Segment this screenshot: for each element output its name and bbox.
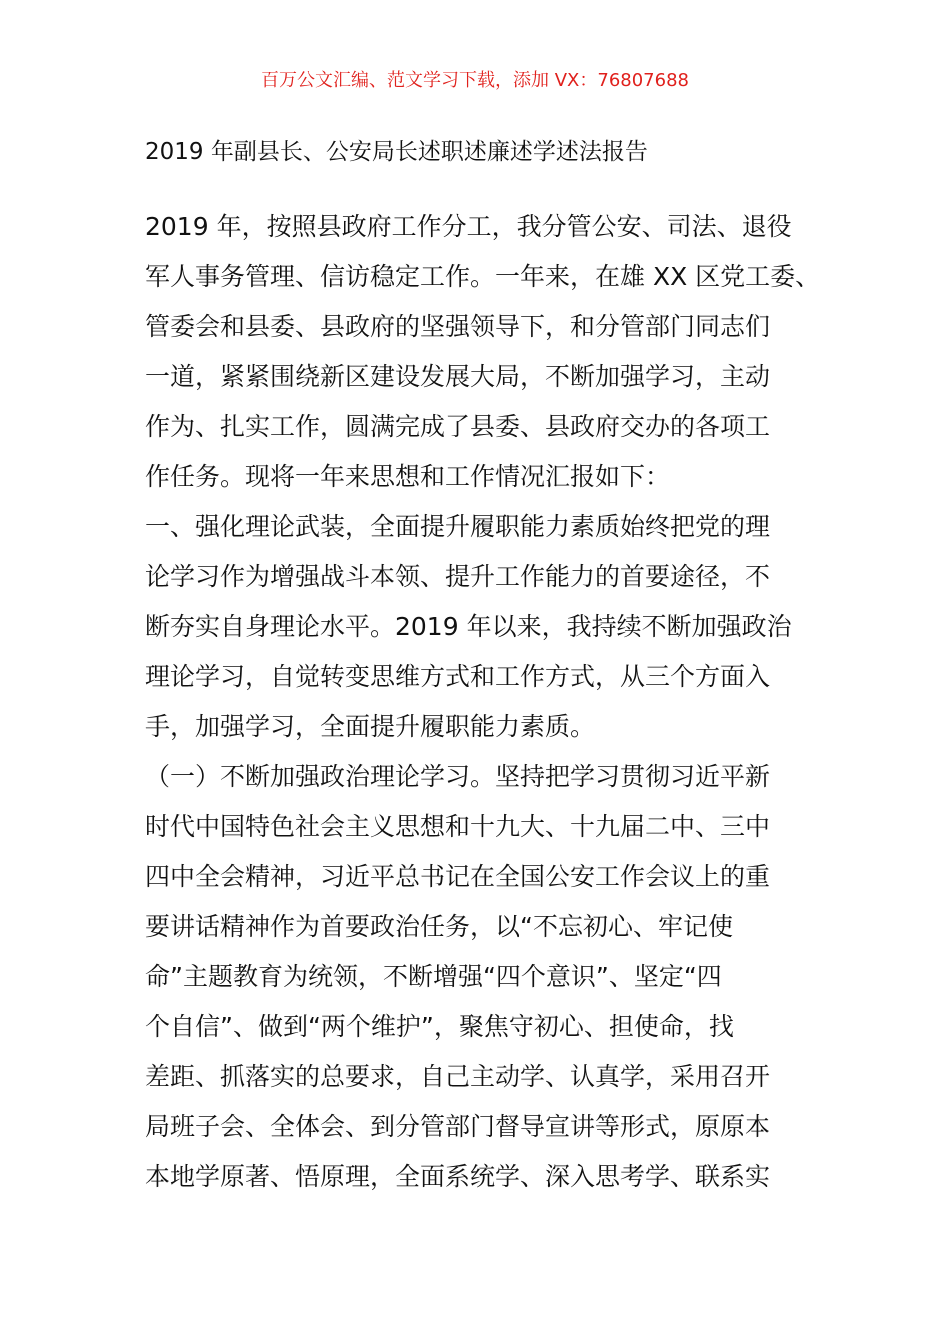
body-line: 时代中国特色社会主义思想和十九大、十九届二中、三中 [145,812,771,841]
body-line: 管委会和县委、县政府的坚强领导下，和分管部门同志们 [145,312,771,341]
body-line: 手，加强学习，全面提升履职能力素质。 [145,712,596,741]
document-body [145,202,825,1202]
body-line: 命”主题教育为统领，不断增强“四个意识”、坚定“四 [145,962,722,991]
body-line: 断夯实自身理论水平。2019 年以来，我持续不断加强政治 [145,612,792,641]
body-line: 个自信”、做到“两个维护”，聚焦守初心、担使命，找 [145,1012,734,1041]
download-notice: 百万公文汇编、范文学习下载，添加 VX：76807688 [261,70,689,91]
body-line: 本地学原著、悟原理，全面系统学、深入思考学、联系实 [145,1162,771,1191]
body-line: 作任务。现将一年来思想和工作情况汇报如下： [145,462,671,491]
document-title: 2019 年副县长、公安局长述职述廉述学述法报告 [145,139,648,165]
body-line: 论学习作为增强战斗本领、提升工作能力的首要途径，不 [145,562,771,591]
body-line: 理论学习，自觉转变思维方式和工作方式，从三个方面入 [145,662,771,691]
body-line: 2019 年，按照县政府工作分工，我分管公安、司法、退役 [145,212,792,241]
body-line: 差距、抓落实的总要求，自己主动学、认真学，采用召开 [145,1062,771,1091]
body-line: 局班子会、全体会、到分管部门督导宣讲等形式，原原本 [145,1112,771,1141]
body-line: 军人事务管理、信访稳定工作。一年来，在雄 XX 区党工委、 [145,262,821,291]
body-line: 一道，紧紧围绕新区建设发展大局，不断加强学习，主动 [145,362,771,391]
body-line: 作为、扎实工作，圆满完成了县委、县政府交办的各项工 [145,412,771,441]
subsection-heading-line: （一）不断加强政治理论学习。坚持把学习贯彻习近平新 [145,762,771,791]
section-heading-line: 一、强化理论武装，全面提升履职能力素质始终把党的理 [145,512,771,541]
body-line: 要讲话精神作为首要政治任务，以“不忘初心、牢记使 [145,912,733,941]
body-line: 四中全会精神，习近平总书记在全国公安工作会议上的重 [145,862,771,891]
